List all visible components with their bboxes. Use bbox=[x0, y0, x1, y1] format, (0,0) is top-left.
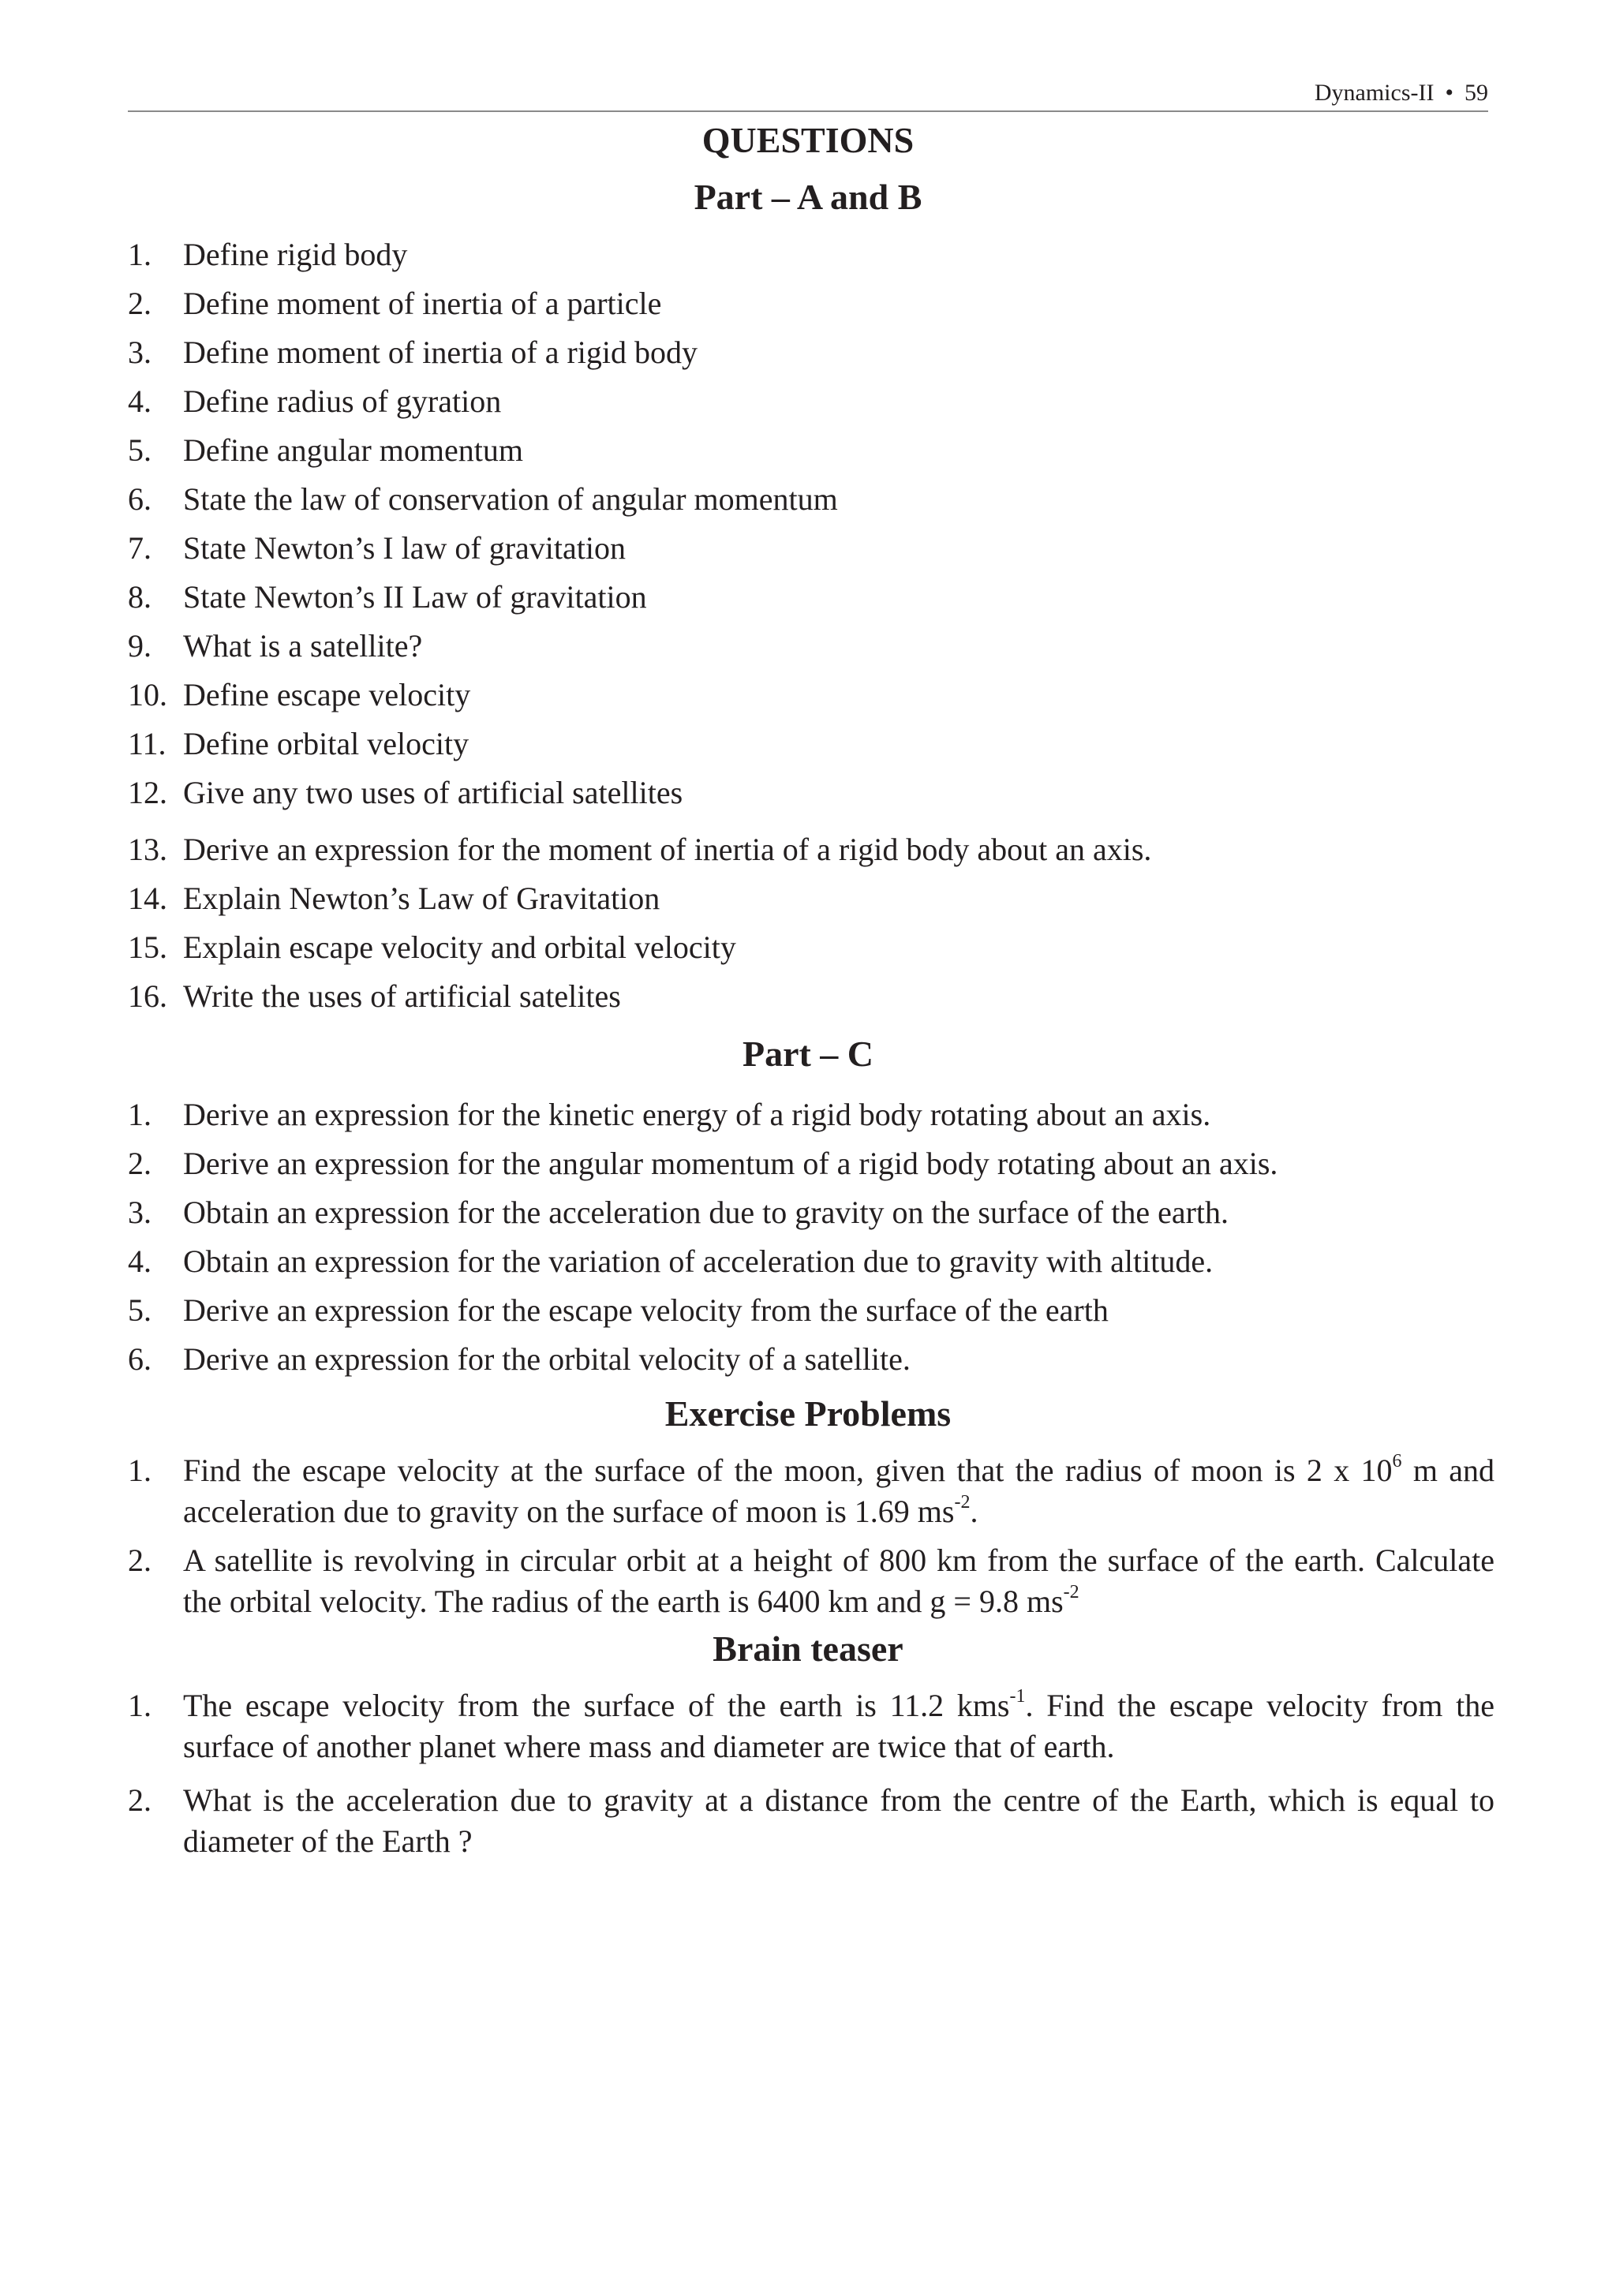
item-text: Define orbital velocity bbox=[183, 726, 469, 761]
list-item bbox=[128, 279, 1494, 328]
item-number: 3. bbox=[128, 335, 152, 370]
exercise-list bbox=[128, 1450, 1494, 1622]
item-number: 1. bbox=[128, 1688, 152, 1723]
item-number: 6. bbox=[128, 481, 152, 517]
list-item bbox=[128, 426, 1494, 475]
item-number: 7. bbox=[128, 530, 152, 566]
list-item bbox=[128, 1237, 1494, 1286]
item-text: Derive an expression for the moment of inertia of a rigid body about an axis. bbox=[183, 832, 1152, 867]
item-number: 12. bbox=[128, 775, 167, 810]
list-item bbox=[128, 1685, 1494, 1767]
page-number: 59 bbox=[1464, 80, 1488, 106]
list-item bbox=[128, 720, 1494, 768]
item-text: State the law of conservation of angular momentum bbox=[183, 481, 838, 517]
item-number: 14. bbox=[128, 881, 167, 916]
part-ab-list-2 bbox=[128, 825, 1494, 1021]
item-number: 15. bbox=[128, 929, 167, 965]
list-item bbox=[128, 1450, 1494, 1532]
list-item bbox=[128, 377, 1494, 426]
item-text: Explain Newton’s Law of Gravitation bbox=[183, 881, 660, 916]
item-text: What is the acceleration due to gravity at a distance from the centre of the Earth, which is equal to diameter of the Earth ? bbox=[183, 1782, 1494, 1859]
item-number: 5. bbox=[128, 1292, 152, 1328]
item-text: What is a satellite? bbox=[183, 628, 423, 664]
item-text: The escape velocity from the surface of the earth is 11.2 kms$^{-1}$. Find the escape velocity from the surface of another planet where mass and diameter are twice that of earth. bbox=[183, 1686, 1494, 1764]
list-item bbox=[128, 328, 1494, 377]
item-text: Give any two uses of artificial satellites bbox=[183, 775, 683, 810]
item-text: Define angular momentum bbox=[183, 432, 523, 468]
list-item bbox=[128, 671, 1494, 720]
list-item bbox=[128, 1335, 1494, 1384]
item-text: Obtain an expression for the variation of acceleration due to gravity with altitude. bbox=[183, 1243, 1214, 1279]
item-number: 8. bbox=[128, 579, 152, 615]
list-item bbox=[128, 1090, 1494, 1139]
item-text: Derive an expression for the angular momentum of a rigid body rotating about an axis. bbox=[183, 1146, 1278, 1181]
item-number: 3. bbox=[128, 1195, 152, 1230]
item-number: 1. bbox=[128, 1097, 152, 1132]
item-text: Write the uses of artificial satelites bbox=[183, 978, 621, 1014]
item-text: State Newton’s II Law of gravitation bbox=[183, 579, 647, 615]
item-text: Define escape velocity bbox=[183, 677, 471, 712]
list-item bbox=[128, 825, 1494, 874]
item-number: 1. bbox=[128, 1453, 152, 1488]
list-item bbox=[128, 874, 1494, 923]
item-number: 6. bbox=[128, 1341, 152, 1377]
list-item bbox=[128, 475, 1494, 524]
item-number: 16. bbox=[128, 978, 167, 1014]
list-item bbox=[128, 230, 1494, 279]
running-head-section: Dynamics-II bbox=[1314, 80, 1435, 106]
item-text: Find the escape velocity at the surface of the moon, given that the radius of moon is 2 x $10^6$ m and acceleration due to gravity on the surface of moon is 1.69 $ms^{-2}$. bbox=[183, 1451, 1494, 1529]
list-item bbox=[128, 524, 1494, 573]
page-title: QUESTIONS bbox=[701, 120, 915, 160]
item-text: Derive an expression for the escape velocity from the surface of the earth bbox=[183, 1292, 1109, 1328]
item-text: Obtain an expression for the acceleration due to gravity on the surface of the earth. bbox=[183, 1195, 1229, 1230]
list-item bbox=[128, 972, 1494, 1021]
item-number: 5. bbox=[128, 432, 152, 468]
item-number: 13. bbox=[128, 832, 167, 867]
item-number: 4. bbox=[128, 383, 152, 419]
item-text: Derive an expression for the kinetic energy of a rigid body rotating about an axis. bbox=[183, 1097, 1211, 1132]
list-item bbox=[128, 923, 1494, 972]
item-text: Explain escape velocity and orbital velocity bbox=[183, 929, 736, 965]
part-ab-heading: Part – A and B bbox=[694, 177, 922, 217]
item-text: Define radius of gyration bbox=[183, 383, 502, 419]
item-text: Define rigid body bbox=[183, 237, 408, 272]
item-number: 2. bbox=[128, 1146, 152, 1181]
list-item bbox=[128, 573, 1494, 622]
list-item bbox=[128, 1780, 1494, 1862]
part-c-list bbox=[128, 1090, 1494, 1384]
brain-teaser-heading: Brain teaser bbox=[713, 1629, 903, 1669]
part-ab-list-1 bbox=[128, 230, 1494, 817]
item-number: 9. bbox=[128, 628, 152, 664]
item-text: Derive an expression for the orbital velocity of a satellite. bbox=[183, 1341, 911, 1377]
list-item bbox=[128, 768, 1494, 817]
list-item bbox=[128, 622, 1494, 671]
item-number: 2. bbox=[128, 1543, 152, 1578]
list-item bbox=[128, 1286, 1494, 1335]
running-head bbox=[128, 76, 1488, 112]
exercise-heading: Exercise Problems bbox=[664, 1393, 952, 1434]
item-number: 1. bbox=[128, 237, 152, 272]
item-number: 11. bbox=[128, 726, 166, 761]
part-c-heading: Part – C bbox=[742, 1034, 874, 1074]
item-text: Define moment of inertia of a particle bbox=[183, 286, 662, 321]
item-number: 10. bbox=[128, 677, 167, 712]
list-item bbox=[128, 1139, 1494, 1188]
item-number: 4. bbox=[128, 1243, 152, 1279]
running-head-separator: • bbox=[1445, 80, 1453, 106]
brain-teaser-list bbox=[128, 1685, 1494, 1862]
item-number: 2. bbox=[128, 286, 152, 321]
item-text: State Newton’s I law of gravitation bbox=[183, 530, 626, 566]
list-item bbox=[128, 1540, 1494, 1622]
item-text: Define moment of inertia of a rigid body bbox=[183, 335, 698, 370]
list-item bbox=[128, 1188, 1494, 1237]
item-text: A satellite is revolving in circular orbit at a height of 800 km from the surface of the earth. Calculate the orbital velocity. The radius of the earth is 6400 km and g = 9.8 $ms^{-2}$ bbox=[183, 1543, 1494, 1619]
item-number: 2. bbox=[128, 1782, 152, 1818]
